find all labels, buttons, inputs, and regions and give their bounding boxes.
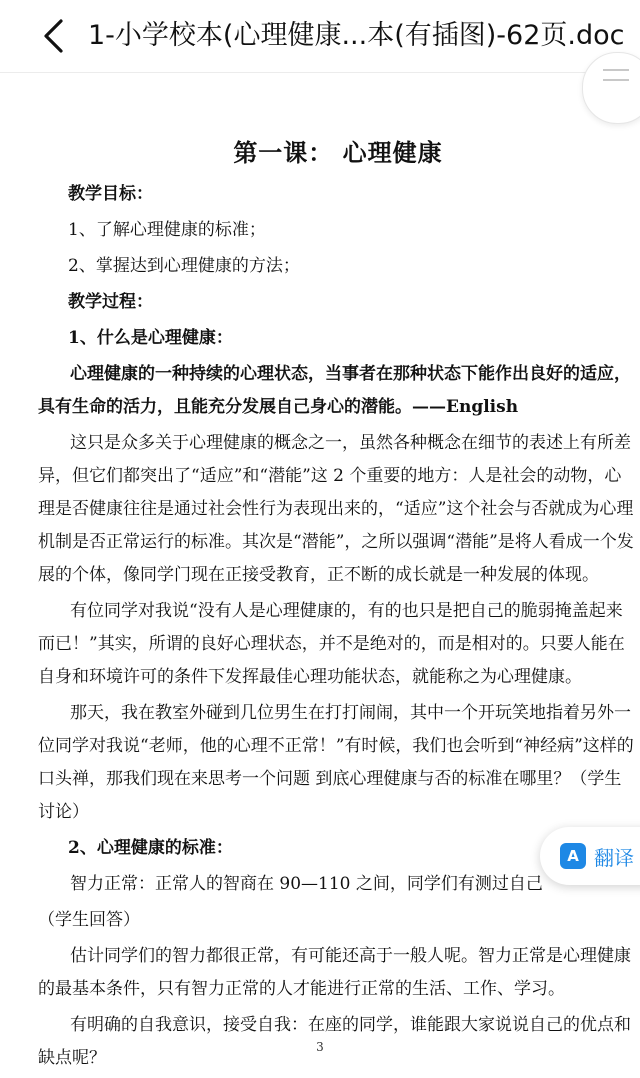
page-number: 3 [316,1040,324,1054]
paragraph: 智力正常：正常人的智商在 90—110 之间，同学们有测过自己 [70,874,543,894]
menu-icon [603,69,629,71]
translate-button[interactable] [540,827,640,885]
paragraph: 2、掌握达到心理健康的方法； [68,256,300,276]
paragraph: 教学目标： [68,184,153,204]
paragraph: 这只是众多关于心理健康的概念之一，虽然各种概念在细节的表述上有所差异，但它们都突出了“适应”和“潜能”这 2 个重要的地方：人是社会的动物，心理是否健康往往是通过社会性行为表现出来的，“适应”这个社会与否就成为心理机制是否正常运行的标准。其次是“潜能”，之所以强调“潜能”是将人看成一个发展的个体，像同学门现在正接受教育，正不断的成长就是一种发展的体现。 [38,433,634,585]
document-page [38,130,638,1078]
paragraph: 心理健康的一种持续的心理状态，当事者在那种状态下能作出良好的适应，具有生命的活力，且能充分发展自己身心的潜能。——English [38,364,631,417]
paragraph: 有位同学对我说“没有人是心理健康的，有的也只是把自己的脆弱掩盖起来而已！”其实，所谓的良好心理状态，并不是绝对的，而是相对的。只要人能在自身和环境许可的条件下发挥最佳心理功能状态，就能称之为心理健康。 [38,601,625,687]
document-title: 1-小学校本(心理健康...本(有插图)-62页.doc [88,20,625,51]
paragraph: 教学过程： [68,292,153,312]
menu-handle-button[interactable] [582,52,640,124]
paragraph: （学生回答） [38,910,140,930]
top-bar [0,0,640,73]
paragraph: 那天，我在教室外碰到几位男生在打打闹闹，其中一个开玩笑地指着另外一位同学对我说“老师，他的心理不正常！”有时候，我们也会听到“神经病”这样的口头禅，那我们现在来思考一个问题 到底心理健康与否的标准在哪里？（学生讨论） [38,703,634,822]
translate-icon: A [560,843,586,869]
paragraph: 1、了解心理健康的标准； [68,220,266,240]
document-body [38,178,638,1075]
back-button[interactable] [36,18,72,54]
paragraph: 2、心理健康的标准： [68,838,233,858]
chevron-left-icon [41,18,67,54]
translate-label: 翻译 [594,845,634,870]
paragraph: 有明确的自我意识，接受自我：在座的同学，谁能跟大家说说自己的优点和缺点呢？ [38,1015,631,1068]
lesson-heading: 第一课： 心理健康 [233,138,443,167]
paragraph: 估计同学们的智力都很正常，有可能还高于一般人呢。智力正常是心理健康的最基本条件，只有智力正常的人才能进行正常的生活、工作、学习。 [38,946,631,999]
paragraph: 1、什么是心理健康： [68,328,233,348]
